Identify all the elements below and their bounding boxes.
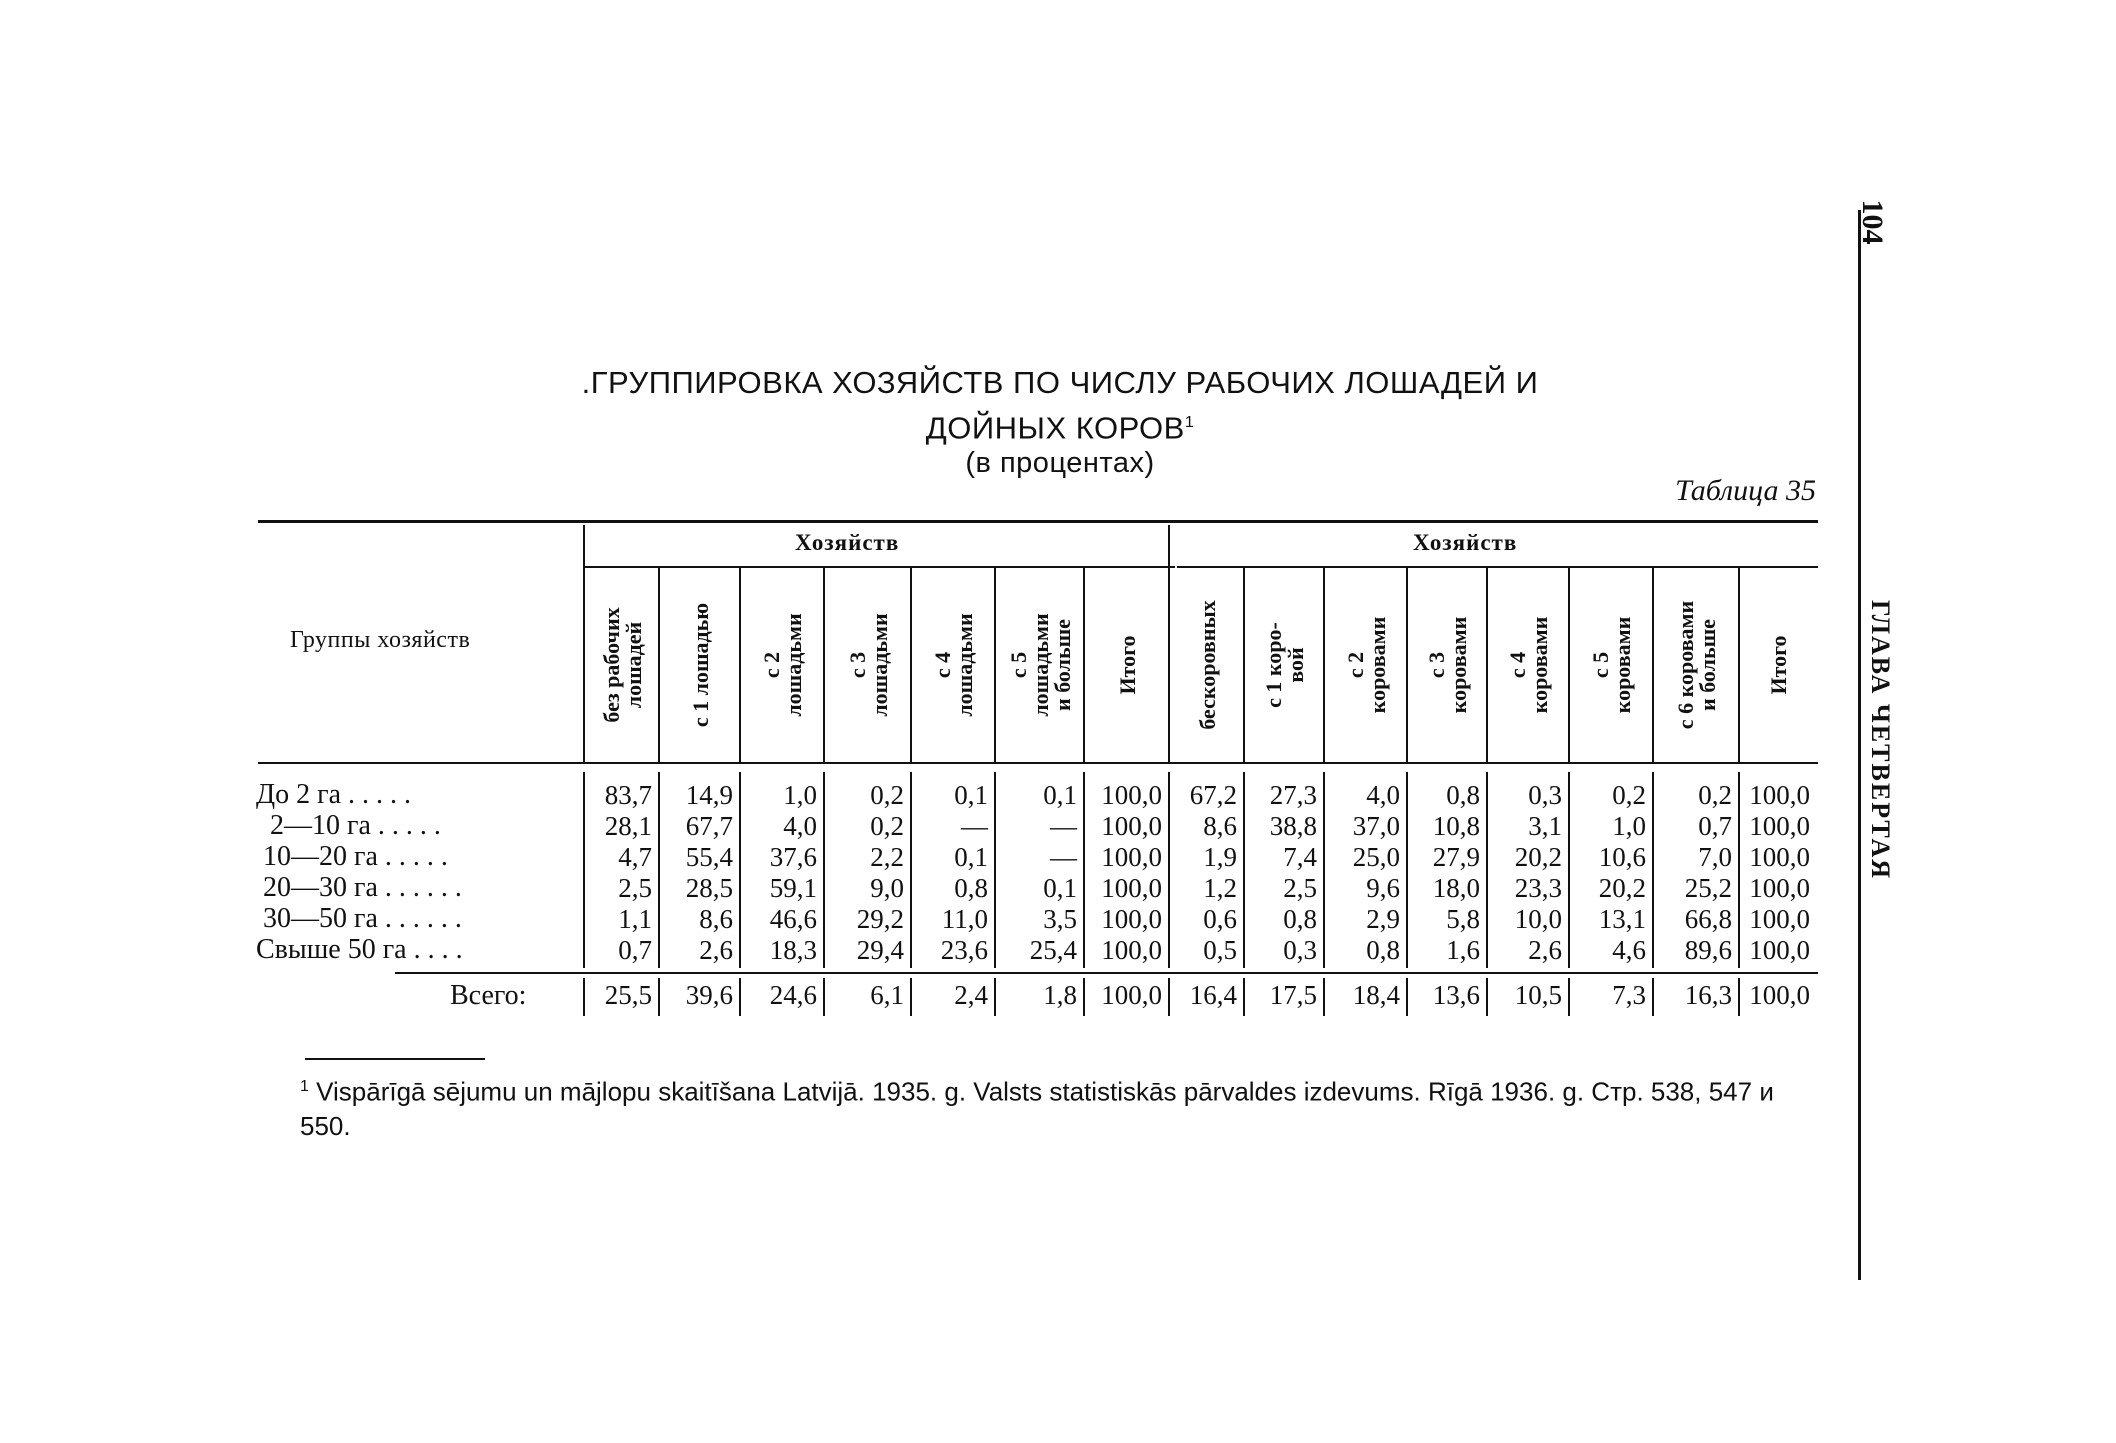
total-cell: 16,4 <box>1189 980 1237 1010</box>
table-cell: 2,5 <box>1283 873 1317 903</box>
table-cell: 4,0 <box>783 811 817 841</box>
total-cell: 6,1 <box>870 980 904 1010</box>
column-header-text: с 4 лошадьми <box>930 613 977 717</box>
table-cell: 2,6 <box>699 935 733 965</box>
table-cell: 27,3 <box>1269 780 1317 810</box>
table-cell: 9,0 <box>870 873 904 903</box>
table-cell: 1,2 <box>1203 873 1237 903</box>
table-cell: 0,8 <box>954 873 988 903</box>
table-cell: 100,0 <box>1749 842 1810 872</box>
table-cell: 28,5 <box>685 873 733 903</box>
table-cell: 8,6 <box>1203 811 1237 841</box>
table-cell: 25,0 <box>1352 842 1400 872</box>
column-header-text: без рабочих лошадей <box>598 607 646 723</box>
footnote-mark: 1 <box>300 1078 309 1095</box>
footnote-rule <box>305 1058 485 1060</box>
grid-vline-header <box>1406 568 1408 762</box>
table-top-rule <box>258 520 1818 523</box>
column-header-text: с 1 лошадью <box>687 602 713 728</box>
table-cell: 27,9 <box>1432 842 1480 872</box>
table-cell: 1,9 <box>1203 842 1237 872</box>
row-label: 10—20 га . . . . . <box>256 841 448 872</box>
row-label: 20—30 га . . . . . . <box>256 872 462 903</box>
table-cell: 2,5 <box>618 873 652 903</box>
row-label: 2—10 га . . . . . <box>256 810 441 841</box>
table-cell: 100,0 <box>1101 780 1162 810</box>
table-cell: 14,9 <box>685 780 733 810</box>
table-cell: 2,9 <box>1366 904 1400 934</box>
table-cell: 100,0 <box>1749 811 1810 841</box>
table-cell: 67,7 <box>685 811 733 841</box>
table-cell: 0,1 <box>954 780 988 810</box>
table-cell: 29,4 <box>856 935 904 965</box>
table-cell: 0,2 <box>870 780 904 810</box>
table-cell: 0,2 <box>1612 780 1646 810</box>
total-cell: 13,6 <box>1432 980 1480 1010</box>
grid-vline-header <box>658 568 660 762</box>
total-cell: 17,5 <box>1269 980 1317 1010</box>
table-cell: 4,7 <box>618 842 652 872</box>
header-bottom-rule <box>258 762 1818 764</box>
table-cell: 11,0 <box>941 904 988 934</box>
table-cell: 0,2 <box>1698 780 1732 810</box>
table-cell: 1,0 <box>1612 811 1646 841</box>
table-cell: 25,4 <box>1029 935 1077 965</box>
total-cell: 100,0 <box>1101 980 1162 1010</box>
column-header-text: с 3 лошадьми <box>844 613 892 717</box>
grid-vline-header <box>1568 568 1570 762</box>
table-cell: 29,2 <box>856 904 904 934</box>
title-footnote-mark: 1 <box>1184 414 1195 431</box>
table-cell: 66,8 <box>1684 904 1732 934</box>
column-header-text: с 6 коровами и больше <box>1673 600 1720 730</box>
table-cell: 38,8 <box>1269 811 1317 841</box>
table-cell: 0,5 <box>1203 935 1237 965</box>
chapter-header-text: ГЛАВА ЧЕТВЕРТАЯ <box>1866 600 1895 880</box>
grid-vline-header <box>910 568 912 762</box>
table-cell: 7,0 <box>1698 842 1732 872</box>
table-cell: 89,6 <box>1684 935 1732 965</box>
table-cell: 55,4 <box>685 842 733 872</box>
total-cell: 7,3 <box>1612 980 1646 1010</box>
table-cell: 67,2 <box>1189 780 1237 810</box>
total-cell: 10,5 <box>1514 980 1562 1010</box>
table-subtitle: (в процентах) <box>965 447 1155 479</box>
table-cell: 28,1 <box>604 811 652 841</box>
table-cell: 100,0 <box>1749 873 1810 903</box>
table-cell: 4,0 <box>1366 780 1400 810</box>
table-cell: 0,8 <box>1446 780 1480 810</box>
table-cell: 1,0 <box>783 780 817 810</box>
table-cell: 100,0 <box>1749 935 1810 965</box>
table-cell: 20,2 <box>1514 842 1562 872</box>
table-cell: 100,0 <box>1101 935 1162 965</box>
total-cell: 24,6 <box>769 980 817 1010</box>
table-cell: 0,3 <box>1528 780 1562 810</box>
table-cell: 83,7 <box>604 780 652 810</box>
total-cell: 39,6 <box>685 980 733 1010</box>
table-cell: 0,1 <box>1043 780 1077 810</box>
grid-vline-header <box>1652 568 1654 762</box>
table-number: Таблица 35 <box>1675 474 1816 507</box>
column-header-text: с 1 коро- вой <box>1261 622 1308 708</box>
column-header-text: с 5 лошадьми и больше <box>1005 613 1075 717</box>
row-label: До 2 га . . . . . <box>256 779 412 810</box>
table-cell: 23,3 <box>1514 873 1562 903</box>
table-cell: 37,6 <box>769 842 817 872</box>
table-cell: 3,5 <box>1043 904 1077 934</box>
total-cell: 1,8 <box>1043 980 1077 1010</box>
total-row-label: Всего: <box>450 980 527 1011</box>
column-header-text: бескоровных <box>1194 600 1220 730</box>
table-cell: 0,3 <box>1283 935 1317 965</box>
table-cell: 1,6 <box>1446 935 1480 965</box>
total-cell: 25,5 <box>604 980 652 1010</box>
table-title-line-1: .ГРУППИРОВКА ХОЗЯЙСТВ ПО ЧИСЛУ РАБОЧИХ ЛОШАДЕЙ И <box>581 365 1539 400</box>
table-cell: 0,7 <box>618 935 652 965</box>
grid-vline-header <box>739 568 741 762</box>
column-header-text: с 3 коровами <box>1424 616 1471 714</box>
footnote-text: Vispārīgā sējumu un mājlopu skaitīšana Latvijā. 1935. g. Valsts statistiskās pārvaldes izdevums. Rīgā 1936. g. Стр. 538, 547 и 550. <box>300 1076 1774 1141</box>
table-cell: — <box>961 811 988 841</box>
group-label-horses: Хозяйств <box>795 530 900 555</box>
table-cell: 2,2 <box>870 842 904 872</box>
grid-vline-header <box>823 568 825 762</box>
column-header-text: Итого <box>1766 635 1791 695</box>
table-cell: 25,2 <box>1684 873 1732 903</box>
table-cell: 10,0 <box>1514 904 1562 934</box>
table-cell: 100,0 <box>1101 842 1162 872</box>
table-cell: 0,6 <box>1203 904 1237 934</box>
table-title-line-2 <box>480 403 1640 448</box>
table-cell: 3,1 <box>1528 811 1562 841</box>
group-cows-rule <box>1177 566 1818 568</box>
column-header-text: с 5 коровами <box>1588 616 1635 714</box>
table-cell: 0,1 <box>1043 873 1077 903</box>
page-number-text: 104 <box>1856 199 1889 245</box>
grid-vline-header <box>1168 525 1170 762</box>
footnote <box>300 1070 1820 1143</box>
table-cell: 100,0 <box>1749 904 1810 934</box>
table-title-line-2-text: ДОЙНЫХ КОРОВ <box>925 410 1185 446</box>
column-header-text: с 2 лошадьми <box>759 613 806 717</box>
table-cell: 0,2 <box>870 811 904 841</box>
group-horses-rule <box>585 566 1175 568</box>
grid-vline-header <box>994 568 996 762</box>
group-label-cows: Хозяйств <box>1413 530 1518 555</box>
table-cell: 100,0 <box>1749 780 1810 810</box>
grid-vline-header <box>1323 568 1325 762</box>
grid-vline-header <box>1486 568 1488 762</box>
column-header-text: с 2 коровами <box>1342 616 1390 714</box>
total-cell: 16,3 <box>1684 980 1732 1010</box>
table-cell: 100,0 <box>1101 873 1162 903</box>
row-label: Свыше 50 га . . . . <box>256 934 463 965</box>
grid-vline-header <box>1738 568 1740 762</box>
table-cell: 20,2 <box>1598 873 1646 903</box>
row-label: 30—50 га . . . . . . <box>256 903 462 934</box>
table-cell: 18,3 <box>769 935 817 965</box>
column-header-text: Итого <box>1114 635 1140 695</box>
table-cell: 37,0 <box>1352 811 1400 841</box>
table-cell: — <box>1050 842 1077 872</box>
table-cell: 18,0 <box>1432 873 1480 903</box>
table-cell: 59,1 <box>769 873 817 903</box>
table-cell: 10,6 <box>1598 842 1646 872</box>
grid-vline-header <box>1083 568 1085 762</box>
table-cell: 13,1 <box>1598 904 1646 934</box>
table-cell: 10,8 <box>1432 811 1480 841</box>
table-cell: 100,0 <box>1101 904 1162 934</box>
table-cell: 100,0 <box>1101 811 1162 841</box>
table-cell: — <box>1050 811 1077 841</box>
grid-vline-header <box>583 525 585 762</box>
total-top-rule <box>395 972 1818 974</box>
table-cell: 23,6 <box>940 935 988 965</box>
table-cell: 2,6 <box>1528 935 1562 965</box>
table-cell: 7,4 <box>1283 842 1317 872</box>
row-group-header: Группы хозяйств <box>290 627 471 653</box>
table-cell: 0,8 <box>1366 935 1400 965</box>
table-cell: 46,6 <box>769 904 817 934</box>
table-cell: 9,6 <box>1366 873 1400 903</box>
table-cell: 0,8 <box>1283 904 1317 934</box>
right-margin-rule <box>1858 210 1861 1280</box>
column-header-text: с 4 коровами <box>1505 616 1552 714</box>
table-cell: 1,1 <box>618 904 652 934</box>
table-cell: 0,1 <box>954 842 988 872</box>
grid-vline-header <box>1243 568 1245 762</box>
table-cell: 4,6 <box>1612 935 1646 965</box>
table-cell: 8,6 <box>699 904 733 934</box>
table-cell: 0,7 <box>1698 811 1732 841</box>
table-cell: 5,8 <box>1446 904 1480 934</box>
total-cell: 18,4 <box>1352 980 1400 1010</box>
total-cell: 100,0 <box>1749 980 1810 1010</box>
total-cell: 2,4 <box>954 980 988 1010</box>
